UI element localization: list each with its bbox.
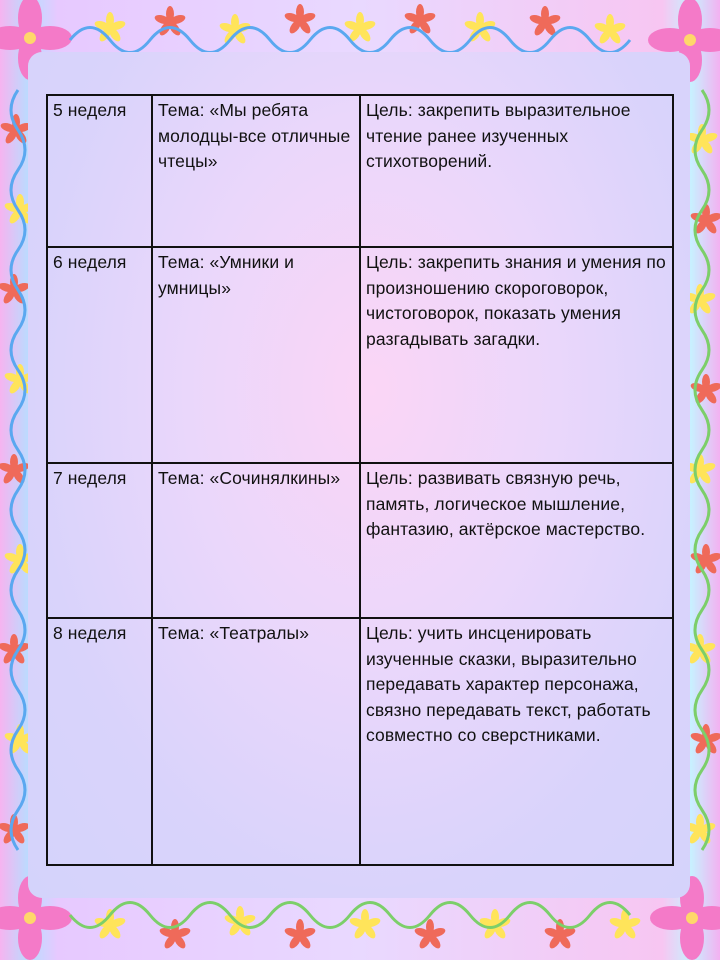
table-row (47, 463, 673, 618)
week-cell: 7 неделя (47, 463, 152, 618)
theme-cell: Тема: «Умники и умницы» (152, 247, 360, 463)
goal-cell: Цель: развивать связную речь, память, логическое мышление, фантазию, актёрское мастерство. (360, 463, 673, 618)
week-cell: 5 неделя (47, 95, 152, 247)
goal-cell: Цель: учить инсценировать изученные сказки, выразительно передавать характер персонажа, связно передавать текст, работать совместно со сверстниками. (360, 618, 673, 865)
table-row (47, 247, 673, 463)
week-cell: 8 неделя (47, 618, 152, 865)
goal-cell: Цель: закрепить выразительное чтение ранее изученных стихотворений. (360, 95, 673, 247)
week-cell: 6 неделя (47, 247, 152, 463)
theme-cell: Тема: «Мы ребята молодцы-все отличные чтецы» (152, 95, 360, 247)
table-row (47, 618, 673, 865)
bottom-border-flowers (70, 903, 641, 951)
table-row (47, 95, 673, 247)
weekly-plan-table (46, 94, 674, 866)
theme-cell: Тема: «Театралы» (152, 618, 360, 865)
goal-cell: Цель: закрепить знания и умения по произношению скороговорок, чистоговорок, показать умения разгадывать загадки. (360, 247, 673, 463)
top-border-flowers (70, 4, 630, 53)
theme-cell: Тема: «Сочинялкины» (152, 463, 360, 618)
